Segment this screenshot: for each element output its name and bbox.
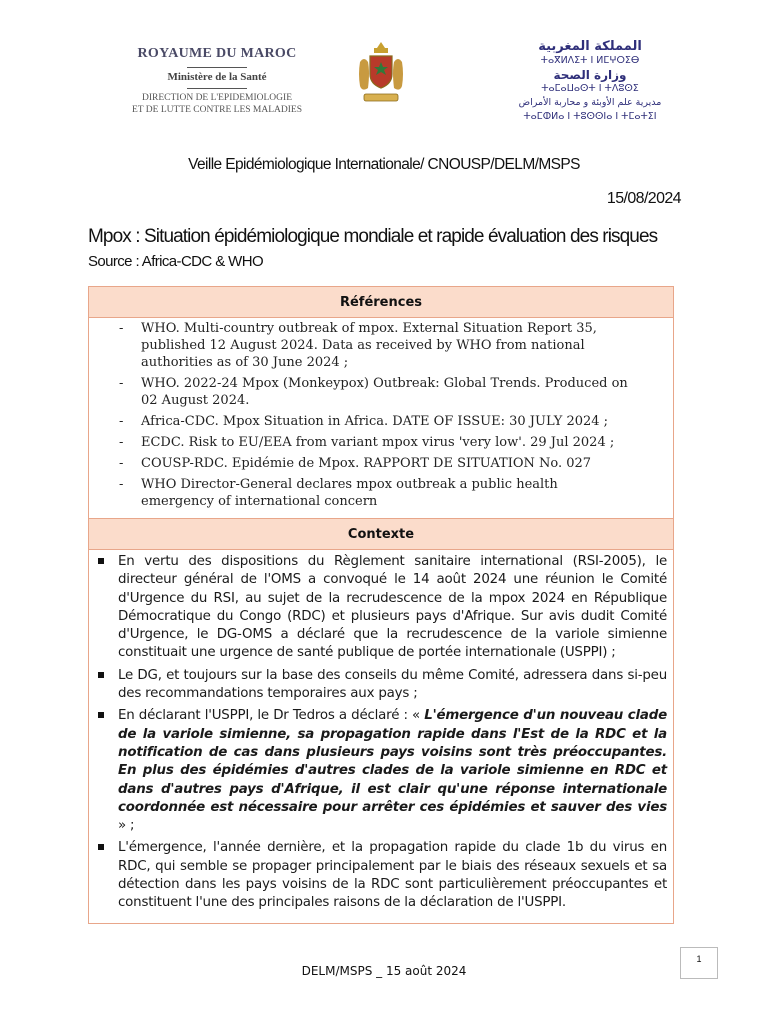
content-table [88, 286, 674, 924]
ministry-name: Ministère de la Santé [167, 71, 267, 83]
tedros-quote: L'émergence d'un nouveau clade de la variole simienne, sa propagation rapide dans l'Est de la RDC et la notification de cas dans plusieurs pays voisins sont très préoccupantes. En plus des épidémies d'autres clades de la variole simienne en RDC et dans d'autres pays d'Afrique, il est clair qu'une réponse internationale coordonnée est nécessaire pour arrêter ces épidémies et sauver des vies [118, 708, 667, 815]
list-item: Le DG, et toujours sur la base des conseils du même Comité, adressera dans si-peu des recommandations temporaires aux pays ; [89, 667, 673, 704]
ministry-name-arabic: وزارة الصحة [553, 68, 627, 82]
list-item: - Africa-CDC. Mpox Situation in Africa. DATE OF ISSUE: 30 JULY 2024 ; [119, 414, 609, 429]
list-item: - WHO Director-General declares mpox outbreak a public health emergency of international concern [119, 477, 558, 509]
list-item: - ECDC. Risk to EU/EEA from variant mpox virus 'very low'. 29 Jul 2024 ; [119, 435, 615, 450]
letterhead-left [112, 46, 322, 116]
list-item: En vertu des dispositions du Règlement sanitaire international (RSI-2005), le directeur général de l'OMS a convoqué le 14 août 2024 une réunion le Comité d'Urgence du RSI, au sujet de la recrudescence de la mpox 2024 en République Démocratique du Congo (RDC) et plusieurs pays d'Afrique. Sur avis dudit Comité d'Urgence, le DG-OMS a déclaré que la recrudescence de la variole simienne constituait une urgence de santé publique de portée internationale (USPPI) ; [89, 553, 673, 663]
list-item: L'émergence, l'année dernière, et la propagation rapide du clade 1b du virus en RDC, qui semble se propager principalement par le biais des réseaux sexuels et sa détection dans les pays voisins de la RDC sont particulièrement préoccupantes et constituent l'une des principales raisons de la déclaration de l'USPPI. [89, 839, 673, 912]
list-item: - WHO. 2022-24 Mpox (Monkeypox) Outbreak: Global Trends. Produced on 02 August 2024. [119, 376, 628, 408]
letterhead-right [500, 40, 680, 124]
direction-name-tifinagh: ⵜⴰⵎⵀⵍⴰ ⵏ ⵜⵓⵙⵙⵏⴰ ⵏ ⵜⵎⴰⵜⵉⵏ [523, 111, 657, 122]
ministry-name-tifinagh: ⵜⴰⵎⴰⵡⴰⵙⵜ ⵏ ⵜⴷⵓⵙⵉ [541, 83, 639, 94]
bulletin-heading: Veille Epidémiologique Internationale/ CNOUSP/DELM/MSPS [188, 156, 580, 173]
page-title: Mpox : Situation épidémiologique mondiale et rapide évaluation des risques [88, 226, 658, 247]
royal-coat-of-arms-icon [356, 40, 406, 108]
square-bullet-icon [98, 844, 104, 850]
list-item: - COUSP-RDC. Epidémie de Mpox. RAPPORT DE SITUATION No. 027 [119, 456, 592, 471]
contexte-heading: Contexte [89, 519, 673, 550]
square-bullet-icon [98, 672, 104, 678]
contexte-list [89, 550, 673, 923]
source-line: Source : Africa-CDC & WHO [88, 253, 264, 270]
divider [187, 88, 247, 89]
list-item: En déclarant l'USPPI, le Dr Tedros a déclaré : « L'émergence d'un nouveau clade de la variole simienne, sa propagation rapide dans l'Est de la RDC et la notification de cas dans plusieurs pays voisins sont très préoccupantes. En plus des épidémies d'autres clades de la variole simienne en RDC et dans d'autres pays d'Afrique, il est clair qu'une réponse internationale coordonnée est nécessaire pour arrêter ces épidémies et sauver des vies » ; [89, 707, 673, 835]
direction-line-1: DIRECTION DE L'EPIDEMIOLOGIE [142, 93, 292, 103]
kingdom-name-tifinagh: ⵜⴰⴳⵍⴷⵉⵜ ⵏ ⵍⵎⵖⵔⵉⴱ [540, 55, 640, 66]
references-heading: Références [89, 287, 673, 318]
references-list [89, 318, 673, 519]
divider [187, 67, 247, 68]
page-number: 1 [680, 947, 718, 979]
square-bullet-icon [98, 712, 104, 718]
letterhead [0, 0, 768, 140]
kingdom-name-arabic: المملكة المغربية [538, 39, 642, 54]
page-footer: DELM/MSPS _ 15 août 2024 [301, 964, 467, 978]
direction-line-2: ET DE LUTTE CONTRE LES MALADIES [131, 105, 303, 115]
square-bullet-icon [98, 558, 104, 564]
kingdom-name: ROYAUME DU MAROC [137, 46, 297, 61]
direction-name-arabic: مديرية علم الأوبئة و محاربة الأمراض [518, 97, 662, 108]
list-item: - WHO. Multi-country outbreak of mpox. External Situation Report 35, published 12 August 2024. Data as received by WHO from national authorities as of 30 June 2024 ; [119, 321, 597, 370]
bulletin-date: 15/08/2024 [606, 190, 681, 207]
